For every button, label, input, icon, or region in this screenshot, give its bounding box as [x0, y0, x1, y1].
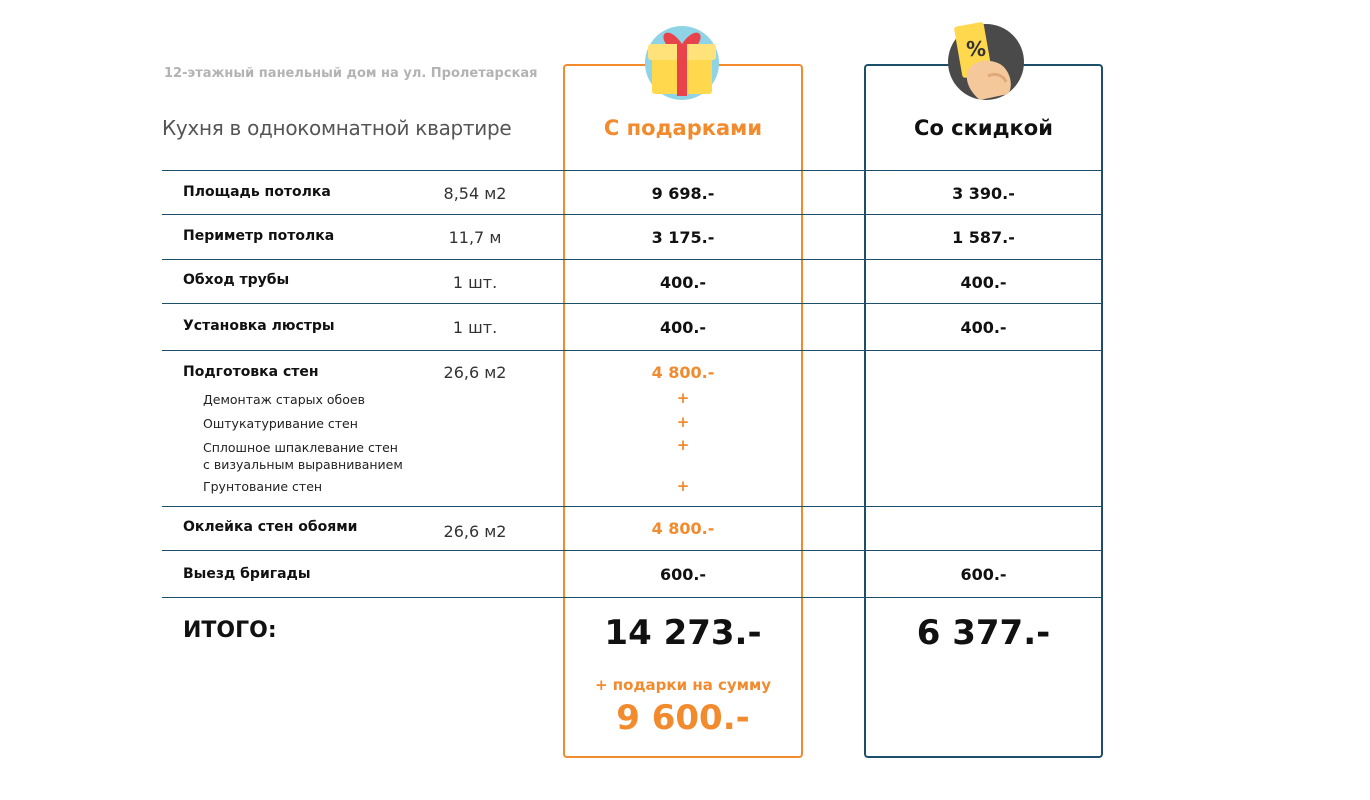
- row-label: Оклейка стен обоями: [183, 519, 358, 535]
- row-divider: [162, 214, 1103, 215]
- row-quantity: 1 шт.: [452, 273, 498, 292]
- sub-item-label: Грунтование стен: [203, 479, 323, 494]
- discount-coupon-icon: [944, 20, 1024, 100]
- gift-price: 4 800.-: [651, 519, 715, 538]
- discount-price: 1 587.-: [952, 228, 1015, 247]
- gift-price: 3 175.-: [651, 228, 715, 247]
- included-mark: +: [676, 477, 690, 495]
- included-mark: +: [676, 436, 690, 454]
- discount-price: 400.-: [960, 273, 1007, 292]
- discount-column: [864, 64, 1103, 758]
- row-label: Подготовка стен: [183, 364, 319, 380]
- row-divider: [162, 550, 1103, 551]
- row-quantity: 11,7 м: [448, 228, 502, 247]
- sub-item-label: Сплошное шпаклевание стен: [203, 440, 398, 455]
- sub-item-label: Демонтаж старых обоев: [203, 392, 365, 407]
- row-divider: [162, 350, 1103, 351]
- gift-column: [563, 64, 803, 758]
- sub-item-label: с визуальным выравниванием: [203, 457, 403, 472]
- gift-total: 14 273.-: [604, 613, 762, 653]
- discount-total: 6 377.-: [916, 613, 1051, 653]
- row-label: Площадь потолка: [183, 184, 331, 200]
- row-label: Установка люстры: [183, 318, 335, 334]
- row-label: Периметр потолка: [183, 228, 335, 244]
- gift-price: 4 800.-: [651, 363, 715, 382]
- discount-column-header: Со скидкой: [914, 116, 1053, 140]
- svg-text:%: %: [966, 37, 987, 61]
- gift-price: 600.-: [659, 565, 707, 584]
- gift-icon: [642, 20, 722, 100]
- row-divider: [162, 170, 1103, 171]
- row-label: Обход трубы: [183, 272, 290, 288]
- discount-price: 3 390.-: [952, 184, 1015, 203]
- row-label: Выезд бригады: [183, 566, 311, 582]
- gift-bonus-sum: 9 600.-: [616, 698, 750, 738]
- gift-price: 400.-: [659, 273, 707, 292]
- row-quantity: 8,54 м2: [443, 184, 507, 203]
- sub-item-label: Оштукатуривание стен: [203, 416, 358, 431]
- included-mark: +: [676, 389, 690, 407]
- row-quantity: 1 шт.: [452, 318, 498, 337]
- included-mark: +: [676, 413, 690, 431]
- page-subtitle: 12-этажный панельный дом на ул. Пролетарская: [164, 66, 538, 81]
- row-quantity: 26,6 м2: [443, 522, 507, 541]
- row-divider: [162, 259, 1103, 260]
- row-divider: [162, 597, 1103, 598]
- discount-price: 600.-: [960, 565, 1007, 584]
- discount-price: 400.-: [960, 318, 1007, 337]
- gift-price: 400.-: [659, 318, 707, 337]
- total-label: ИТОГО:: [183, 618, 277, 643]
- row-divider: [162, 303, 1103, 304]
- gift-price: 9 698.-: [651, 184, 715, 203]
- row-divider: [162, 506, 1103, 507]
- gift-column-header: С подарками: [603, 116, 763, 140]
- row-quantity: 26,6 м2: [443, 363, 507, 382]
- page-title: Кухня в однокомнатной квартире: [162, 116, 512, 140]
- gift-bonus-note: + подарки на сумму: [594, 676, 772, 694]
